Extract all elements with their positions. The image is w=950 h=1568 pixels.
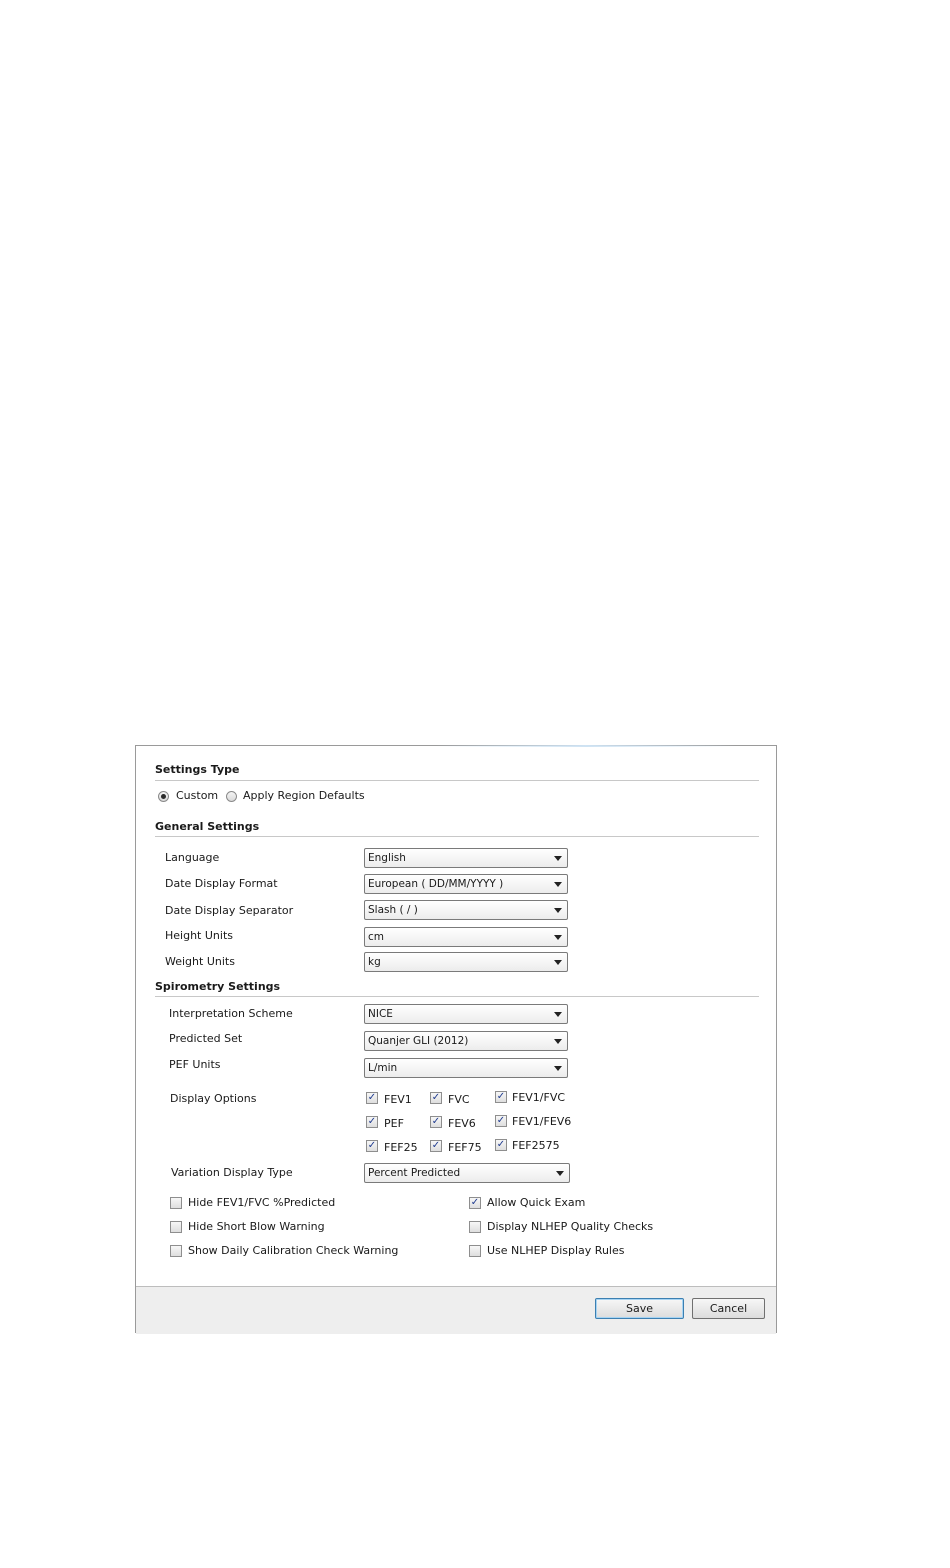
checkbox-fev6[interactable]: ✓ (431, 1116, 441, 1127)
variation-display-value: Percent Predicted (368, 1167, 461, 1179)
weight-units-value: kg (368, 956, 381, 968)
interpretation-select[interactable] (364, 1004, 568, 1024)
height-units-label: Height Units (165, 929, 233, 942)
checkbox-fef2575[interactable]: ✓ (496, 1139, 506, 1150)
dialog-top-accent (436, 745, 736, 747)
spirometry-settings-title: Spirometry Settings (155, 980, 281, 993)
checkbox-use-nlhep-display-rules-label: Use NLHEP Display Rules (487, 1244, 625, 1257)
checkbox-show-daily-calibration-warning[interactable] (170, 1245, 182, 1257)
checkbox-fvc[interactable]: ✓ (431, 1092, 441, 1103)
radio-apply-region-defaults[interactable] (226, 791, 237, 802)
predicted-set-select[interactable] (364, 1031, 568, 1051)
display-options-label: Display Options (170, 1092, 257, 1105)
checkbox-fev1-fvc-label: FEV1/FVC (512, 1091, 566, 1104)
radio-apply-region-defaults-label: Apply Region Defaults (243, 789, 365, 802)
date-format-value: European ( DD/MM/YYYY ) (368, 878, 504, 890)
radio-custom[interactable] (158, 791, 169, 802)
checkbox-fef25-label: FEF25 (384, 1141, 418, 1154)
checkbox-hide-short-blow-warning-label: Hide Short Blow Warning (188, 1220, 325, 1233)
general-settings-title: General Settings (155, 820, 260, 833)
chevron-down-icon (556, 1171, 564, 1176)
settings-type-title: Settings Type (155, 763, 240, 776)
height-units-select[interactable] (364, 927, 568, 947)
chevron-down-icon (554, 882, 562, 887)
checkbox-fev6-label: FEV6 (448, 1117, 476, 1130)
variation-display-label: Variation Display Type (171, 1166, 293, 1179)
checkbox-display-nlhep-quality-checks-label: Display NLHEP Quality Checks (487, 1220, 654, 1233)
divider (155, 780, 759, 781)
date-format-select[interactable] (364, 874, 568, 894)
language-select[interactable] (364, 848, 568, 868)
date-separator-value: Slash ( / ) (368, 904, 418, 916)
dialog-footer (136, 1286, 776, 1334)
save-button[interactable]: Save (595, 1298, 684, 1319)
chevron-down-icon (554, 1012, 562, 1017)
pef-units-select[interactable] (364, 1058, 568, 1078)
chevron-down-icon (554, 935, 562, 940)
checkbox-fef25[interactable]: ✓ (367, 1140, 377, 1151)
radio-custom-label: Custom (176, 789, 219, 802)
checkbox-hide-short-blow-warning[interactable] (170, 1221, 182, 1233)
pef-units-value: L/min (368, 1062, 398, 1074)
checkbox-hide-fev1-fvc-predicted-label: Hide FEV1/FVC %Predicted (188, 1196, 336, 1209)
checkbox-display-nlhep-quality-checks[interactable] (469, 1221, 481, 1233)
checkbox-pef[interactable]: ✓ (367, 1116, 377, 1127)
date-separator-select[interactable] (364, 900, 568, 920)
interpretation-value: NICE (368, 1008, 393, 1020)
checkbox-use-nlhep-display-rules[interactable] (469, 1245, 481, 1257)
chevron-down-icon (554, 1066, 562, 1071)
checkbox-pef-label: PEF (384, 1117, 404, 1130)
predicted-set-value: Quanjer GLI (2012) (368, 1035, 469, 1047)
radio-selected-dot (161, 794, 166, 799)
weight-units-label: Weight Units (165, 955, 235, 968)
chevron-down-icon (554, 960, 562, 965)
chevron-down-icon (554, 908, 562, 913)
checkbox-fef75-label: FEF75 (448, 1141, 482, 1154)
checkbox-fef75[interactable]: ✓ (431, 1140, 441, 1151)
checkbox-fev1-fev6[interactable]: ✓ (496, 1115, 506, 1126)
checkbox-fev1-fev6-label: FEV1/FEV6 (512, 1115, 572, 1128)
chevron-down-icon (554, 1039, 562, 1044)
divider (155, 836, 759, 837)
checkbox-hide-fev1-fvc-predicted[interactable] (170, 1197, 182, 1209)
language-value: English (368, 852, 406, 864)
weight-units-select[interactable] (364, 952, 568, 972)
date-separator-label: Date Display Separator (165, 904, 294, 917)
checkbox-fev1-fvc[interactable]: ✓ (496, 1091, 506, 1102)
language-label: Language (165, 851, 220, 864)
date-format-label: Date Display Format (165, 877, 278, 890)
checkbox-fef2575-label: FEF2575 (512, 1139, 560, 1152)
divider (155, 996, 759, 997)
checkbox-fev1[interactable]: ✓ (367, 1092, 377, 1103)
chevron-down-icon (554, 856, 562, 861)
checkbox-allow-quick-exam-label: Allow Quick Exam (487, 1196, 586, 1209)
checkbox-fev1-label: FEV1 (384, 1093, 412, 1106)
pef-units-label: PEF Units (169, 1058, 221, 1071)
cancel-button[interactable]: Cancel (692, 1298, 765, 1319)
predicted-set-label: Predicted Set (169, 1032, 243, 1045)
checkbox-show-daily-calibration-warning-label: Show Daily Calibration Check Warning (188, 1244, 399, 1257)
checkbox-allow-quick-exam[interactable]: ✓ (470, 1197, 480, 1208)
settings-dialog (135, 745, 777, 1333)
interpretation-label: Interpretation Scheme (169, 1007, 293, 1020)
checkbox-fvc-label: FVC (448, 1093, 470, 1106)
variation-display-select[interactable] (364, 1163, 570, 1183)
height-units-value: cm (368, 931, 385, 943)
